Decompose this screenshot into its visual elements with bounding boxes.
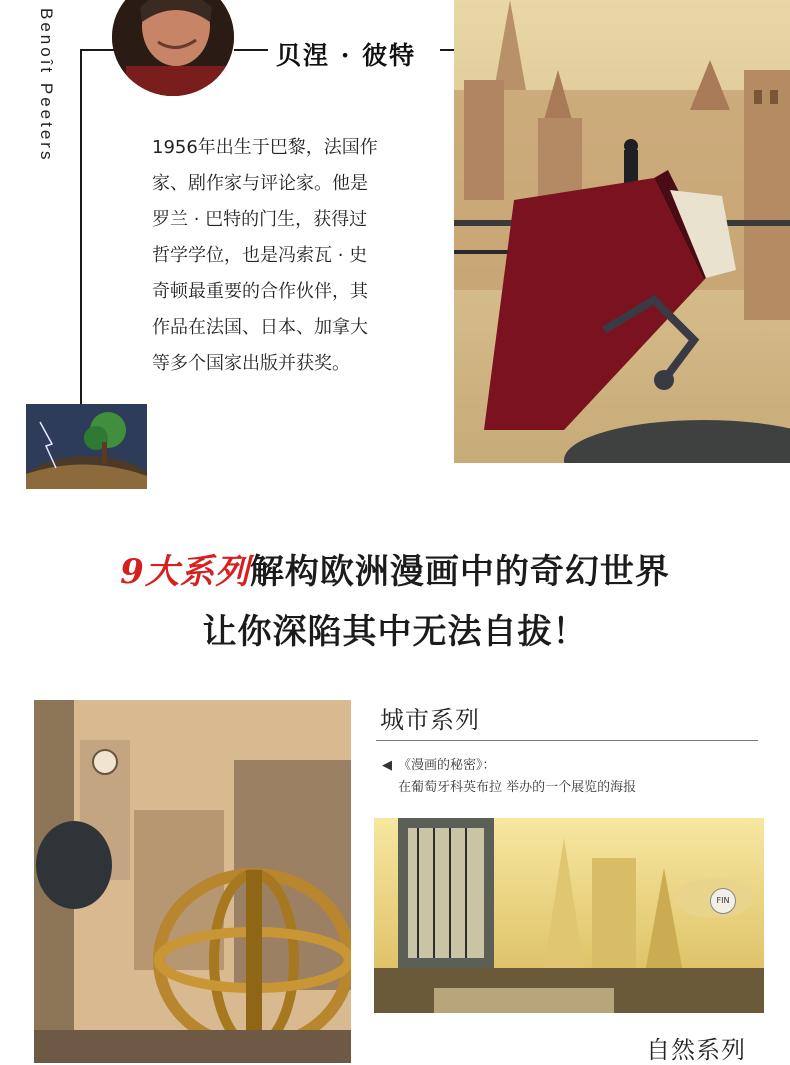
yellow-city-artwork [374,818,764,1013]
fin-badge: FIN [710,888,736,914]
headline-line-1-text: 解构欧洲漫画中的奇幻世界 [249,552,670,592]
author-latin-name: Benoît Peeters [37,8,56,163]
red-book-city-illustration [454,0,790,463]
frame-line-horizontal-right [234,49,268,51]
armillary-sphere-artwork [34,700,351,1063]
red-book-city-artwork [454,0,790,463]
yellow-city-illustration [374,818,764,1013]
city-series-caption-title [382,754,496,773]
author-name: 贝涅 · 彼特 [276,41,417,70]
bio-line: 家、剧作家与评论家。他是 [152,173,368,194]
planet-thumbnail-image [26,404,147,489]
armillary-sphere-illustration [34,700,351,1063]
city-series-title: 城市系列 [380,706,480,734]
bio-line: 等多个国家出版并获奖。 [152,353,350,374]
author-portrait [112,0,234,96]
planet-thumbnail-illustration [26,404,147,489]
headline-line-1 [0,544,790,593]
portrait-illustration [112,0,234,96]
nature-series-title: 自然系列 [646,1036,746,1064]
bio-line: 哲学学位，也是冯索瓦 · 史 [152,245,368,266]
bio-line: 作品在法国、日本、加拿大 [152,317,368,338]
frame-line-vertical [80,49,82,406]
city-series-caption-text: 在葡萄牙科英布拉 举办的一个展览的海报 [398,780,637,795]
author-bio [152,130,424,382]
headline-highlight: 9大系列 [120,552,250,592]
bio-line: 1956年出生于巴黎，法国作 [152,137,378,158]
bio-line: 罗兰 · 巴特的门生，获得过 [152,209,368,230]
caption-title-text: 《漫画的秘密》： [398,758,496,773]
frame-line-horizontal-far-right [440,49,454,51]
city-series-divider [376,740,758,741]
frame-line-horizontal-left [80,49,114,51]
arrow-left-icon: ◀ [382,758,392,773]
headline-line-2: 让你深陷其中无法自拔！ [202,612,588,652]
bio-line: 奇顿最重要的合作伙伴，其 [152,281,368,302]
